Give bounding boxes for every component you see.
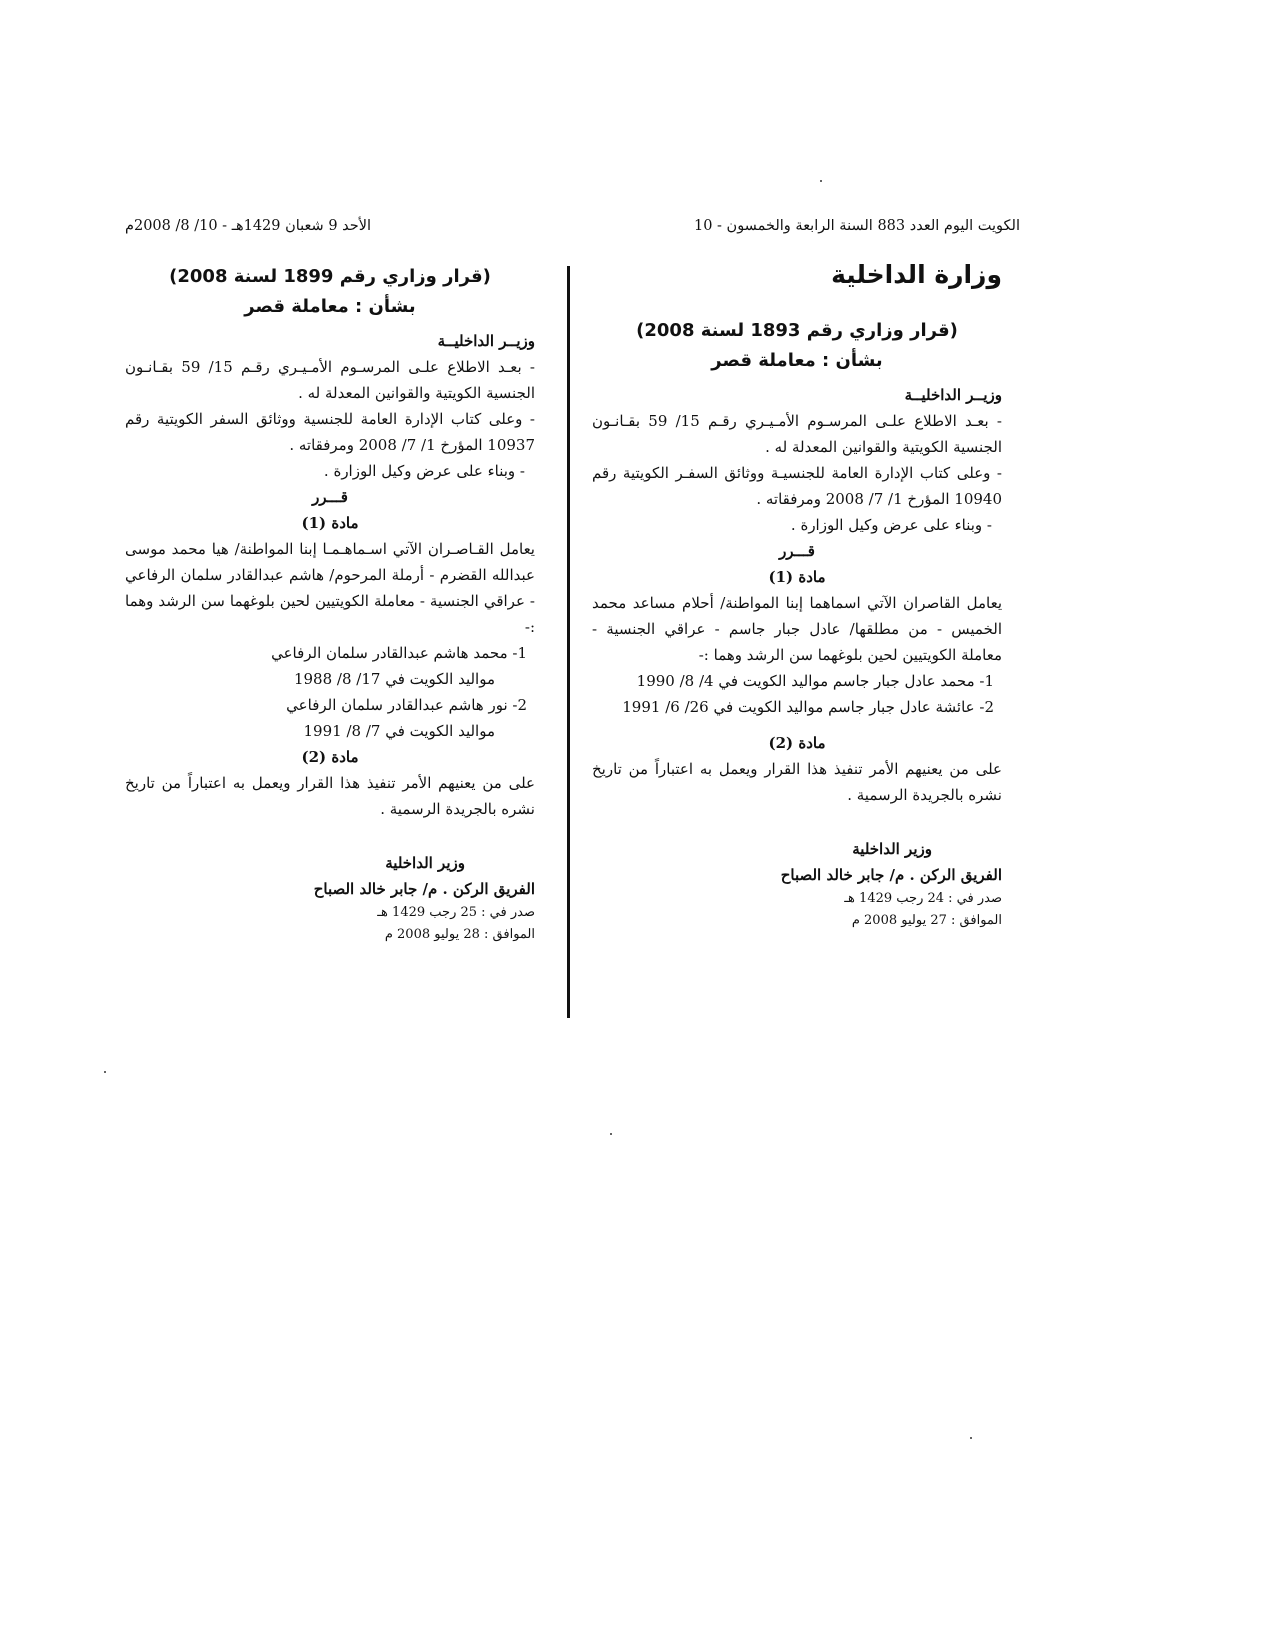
signature-name: الفريق الركن . م/ جابر خالد الصباح [780,866,1002,884]
article-2-label: مادة (2) [301,748,359,766]
decree-title: (قرار وزاري رقم 1899 لسنة 2008) [169,266,491,287]
preamble-item: - وبناء على عرض وكيل الوزارة . [323,462,525,480]
minor-birth: مواليد الكويت في 17/ 8/ 1988 [293,670,495,688]
decree-1899-column [125,262,535,946]
minor-birth: مواليد الكويت في 7/ 8/ 1991 [303,722,495,740]
header-issue-info: الكويت اليوم العدد 883 السنة الرابعة والخمسون - 10 [693,218,1020,234]
scan-speck [970,1437,972,1439]
preamble-item: - وبناء على عرض وكيل الوزارة . [790,516,992,534]
scan-speck [104,1071,106,1073]
decree-subject: بشأن : معاملة قصر [244,296,416,317]
article-2-label: مادة (2) [768,734,826,752]
article-1-text: يعامل القاصران الآتي اسماهما إبنا المواطنة/ أحلام مساعد محمد الخميس - من مطلقها/ عادل جبار جاسم - عراقي الجنسية - معاملة الكويتيين لحين بلوغهما سن الرشد وهما :- [592,594,1002,664]
preamble-item: - بعـد الاطلاع علـى المرسـوم الأمـيـري رقـم 15/ 59 بقـانـون الجنسية الكويتية والقوانين المعدلة له . [592,412,1002,456]
signature-name: الفريق الركن . م/ جابر خالد الصباح [313,880,535,898]
signature-title: وزير الداخلية [852,840,932,858]
minister-heading: وزيــر الداخليــة [437,332,535,350]
issued-hijri-date: صدر في : 24 رجب 1429 هـ [844,891,1002,906]
decree-subject: بشأن : معاملة قصر [711,350,883,371]
scan-speck [820,180,822,182]
header-date: الأحد 9 شعبان 1429هـ - 10/ 8/ 2008م [125,218,372,234]
issued-gregorian-date: الموافق : 28 يوليو 2008 م [384,927,535,942]
decree-1893-column [592,262,1002,932]
scan-speck [610,1133,612,1135]
signature-title: وزير الداخلية [385,854,465,872]
issued-gregorian-date: الموافق : 27 يوليو 2008 م [851,913,1002,928]
article-1-label: مادة (1) [301,514,359,532]
minor-name: 1- محمد هاشم عبدالقادر سلمان الرفاعي [271,644,527,662]
minor-entry: 1- محمد عادل جبار جاسم مواليد الكويت في 4/ 8/ 1990 [636,672,994,690]
minor-name: 2- نور هاشم عبدالقادر سلمان الرفاعي [286,696,527,714]
article-1-label: مادة (1) [768,568,826,586]
preamble-item: - وعلى كتاب الإدارة العامة للجنسيـة ووثائق السفـر الكويتية رقم 10940 المؤرخ 1/ 7/ 2008 ومرفقاته . [592,464,1002,508]
article-1-text: يعامل القـاصـران الآتي اسـماهـمـا إبنا المواطنة/ هيا محمد موسى عبدالله القضرم - أرملة المرحوم/ هاشم عبدالقادر سلمان الرفاعي - عراقي الجنسية - معاملة الكويتيين لحين بلوغهما سن الرشد وهما :- [125,540,535,636]
decided-heading: قـــرر [779,542,815,560]
preamble-item: - بعـد الاطلاع علـى المرسـوم الأمـيـري رقـم 15/ 59 بقـانـون الجنسية الكويتية والقوانين المعدلة له . [125,358,535,402]
minor-entry: 2- عائشة عادل جبار جاسم مواليد الكويت في 26/ 6/ 1991 [622,698,994,716]
article-2-text: على من يعنيهم الأمر تنفيذ هذا القرار ويعمل به اعتباراً من تاريخ نشره بالجريدة الرسمية . [592,760,1002,804]
article-2-text: على من يعنيهم الأمر تنفيذ هذا القرار ويعمل به اعتباراً من تاريخ نشره بالجريدة الرسمية . [125,774,535,818]
ministry-heading: وزارة الداخلية [831,260,1002,289]
preamble-item: - وعلى كتاب الإدارة العامة للجنسية ووثائق السفر الكويتية رقم 10937 المؤرخ 1/ 7/ 2008 ومرفقاته . [125,410,535,454]
issued-hijri-date: صدر في : 25 رجب 1429 هـ [377,905,535,920]
column-divider [567,266,570,1018]
minister-heading: وزيــر الداخليــة [904,386,1002,404]
decree-title: (قرار وزاري رقم 1893 لسنة 2008) [636,320,958,341]
decided-heading: قـــرر [312,488,348,506]
